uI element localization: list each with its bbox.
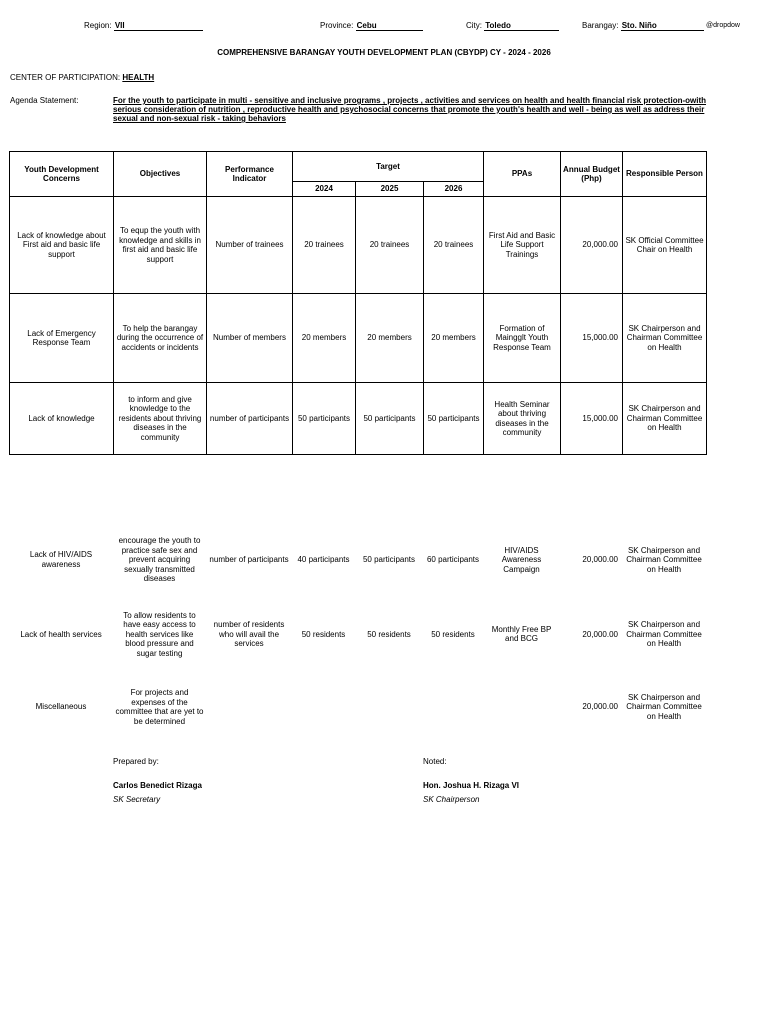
- plan-table: [9, 151, 707, 455]
- cell-responsible: SK Chairperson and Chairman Committee on Health: [626, 620, 702, 648]
- table-row: [10, 197, 707, 294]
- prepared-name-text: Carlos Benedict Rizaga: [113, 781, 202, 790]
- cell-responsible: SK Chairperson and Chairman Committee on Health: [626, 692, 702, 721]
- cell-target-2024: 40 participants: [297, 555, 350, 564]
- row-spacer: [9, 584, 706, 611]
- col-concerns: Youth Development Concerns: [10, 152, 114, 197]
- row-spacer: [9, 658, 706, 684]
- cell-budget: 15,000.00: [561, 294, 623, 383]
- cell-target-2026: [423, 684, 483, 730]
- cell-concern: Lack of HIV/AIDS awareness: [29, 550, 93, 569]
- table-row: [9, 536, 706, 584]
- table-row: [9, 611, 706, 659]
- cell-ppa: HIV/AIDS Awareness Campaign: [501, 545, 542, 574]
- col-budget: Annual Budget (Php): [561, 152, 623, 197]
- cell-objective: To equp the youth with knowledge and skills in first aid and basic life support: [114, 197, 207, 294]
- cell-budget: 20,000.00: [582, 702, 618, 712]
- cell-concern: Lack of health services: [20, 629, 102, 639]
- prepared-by-name: [113, 781, 202, 790]
- cell-target-2025: 50 participants: [356, 383, 424, 455]
- cell-target-2026: 50 residents: [431, 629, 475, 639]
- noted-title: [423, 795, 479, 804]
- city-field: [466, 21, 559, 31]
- cell-target-2024: 20 members: [293, 294, 356, 383]
- cell-indicator: number of residents who will avail the services: [213, 620, 285, 648]
- prepared-by-label: Prepared by:: [113, 757, 159, 766]
- prepared-by-title: [113, 795, 160, 804]
- cell-objective: to inform and give knowledge to the residents about thriving diseases in the community: [114, 383, 207, 455]
- cell-budget: 20,000.00: [582, 629, 618, 639]
- center-value: HEALTH: [122, 73, 155, 82]
- cell-target-2024: 20 trainees: [293, 197, 356, 294]
- document-title: COMPREHENSIVE BARANGAY YOUTH DEVELOPMENT PLAN (CBYDP) CY - 2024 - 2026: [217, 48, 551, 57]
- cell-ppa: [483, 684, 560, 730]
- col-2025: 2025: [356, 182, 424, 197]
- agenda-label: Agenda Statement:: [10, 96, 79, 105]
- table-row: [10, 383, 707, 455]
- cell-indicator: number of participants: [207, 383, 293, 455]
- cell-budget: 20,000.00: [561, 197, 623, 294]
- noted-name-text: Hon. Joshua H. Rizaga VI: [423, 781, 520, 790]
- cell-indicator: [206, 684, 292, 730]
- noted-title-text: SK Chairperson: [423, 795, 480, 804]
- barangay-value[interactable]: Sto. Niño: [621, 21, 704, 31]
- cell-target-2025: 20 members: [356, 294, 424, 383]
- province-field: [320, 21, 423, 31]
- prepared-title-text: SK Secretary: [113, 795, 161, 804]
- province-label: Province:: [320, 21, 354, 30]
- cell-ppa: Monthly Free BP and BCG: [491, 624, 552, 644]
- barangay-label: Barangay:: [582, 21, 619, 30]
- province-value[interactable]: Cebu: [356, 21, 423, 31]
- cell-responsible: SK Official Committee Chair on Health: [623, 197, 707, 294]
- cell-target-2026: 20 members: [424, 294, 484, 383]
- cell-indicator: Number of trainees: [207, 197, 293, 294]
- city-value[interactable]: Toledo: [484, 21, 559, 31]
- center-label: CENTER OF PARTICIPATION:: [10, 73, 121, 82]
- col-2024: 2024: [293, 182, 356, 197]
- extra-rows-table: [9, 536, 706, 730]
- cell-concern: Lack of Emergency Response Team: [10, 294, 114, 383]
- cell-target-2025: 20 trainees: [356, 197, 424, 294]
- cell-budget: 20,000.00: [582, 555, 618, 564]
- col-2026: 2026: [424, 182, 484, 197]
- cell-indicator: Number of members: [207, 294, 293, 383]
- region-label: Region:: [84, 21, 112, 30]
- cell-target-2026: 60 participants: [426, 555, 480, 564]
- cell-target-2026: 50 participants: [424, 383, 484, 455]
- cell-objective: To help the barangay during the occurrence of accidents or incidents: [114, 294, 207, 383]
- cell-concern: Lack of knowledge about First aid and basic life support: [10, 197, 114, 294]
- col-target: Target: [293, 152, 484, 182]
- region-field: [84, 21, 203, 31]
- noted-name: [423, 781, 519, 790]
- cell-target-2025: [355, 684, 423, 730]
- cell-objective: To allow residents to have easy access to health services like blood pressure and sugar testing: [123, 610, 196, 658]
- cell-target-2024: 50 participants: [293, 383, 356, 455]
- cell-target-2025: 50 residents: [367, 629, 411, 639]
- agenda-statement: For the youth to participate in multi - sensitive and inclusive programs , projects , activities and services on health and health financial risk protection-owith serious consideration of nutrition , reproductive health and psychosocial concerns that promote the youth's health and well - being as well as address their sexual and non-sexual risk - taking behaviors: [113, 96, 707, 123]
- cell-indicator: number of participants: [209, 555, 289, 564]
- cell-responsible: SK Chairperson and Chairman Committee on Health: [623, 294, 707, 383]
- barangay-field: [582, 21, 704, 31]
- cell-responsible: SK Chairperson and Chairman Committee on Health: [623, 383, 707, 455]
- cell-responsible: SK Chairperson and Chairman Committee on Health: [626, 545, 702, 574]
- table-row: [9, 684, 706, 730]
- cell-ppa: Formation of Maingglt Youth Response Team: [484, 294, 561, 383]
- cell-ppa: First Aid and Basic Life Support Trainings: [484, 197, 561, 294]
- cell-concern: Lack of knowledge: [10, 383, 114, 455]
- noted-label: Noted:: [423, 757, 447, 766]
- cell-concern: Miscellaneous: [35, 702, 87, 712]
- barangay-dropdown[interactable]: @dropdow: [706, 22, 740, 29]
- cell-objective: For projects and expenses of the committee that are yet to be determined: [115, 688, 204, 726]
- col-indicator: Performance Indicator: [207, 152, 293, 197]
- col-responsible: Responsible Person: [623, 152, 707, 197]
- cell-target-2026: 20 trainees: [424, 197, 484, 294]
- cell-budget: 15,000.00: [561, 383, 623, 455]
- table-row: [10, 294, 707, 383]
- cell-objective: encourage the youth to practice safe sex and prevent acquiring sexually transmitted diseases: [118, 536, 201, 583]
- center-of-participation: [10, 73, 154, 82]
- region-value[interactable]: VII: [114, 21, 203, 31]
- cell-ppa: Health Seminar about thriving diseases in the community: [484, 383, 561, 455]
- col-objectives: Objectives: [114, 152, 207, 197]
- cell-target-2025: 50 participants: [362, 555, 416, 564]
- city-label: City:: [466, 21, 482, 30]
- cell-target-2024: 50 residents: [301, 629, 346, 639]
- col-ppas: PPAs: [484, 152, 561, 197]
- cell-target-2024: [292, 684, 355, 730]
